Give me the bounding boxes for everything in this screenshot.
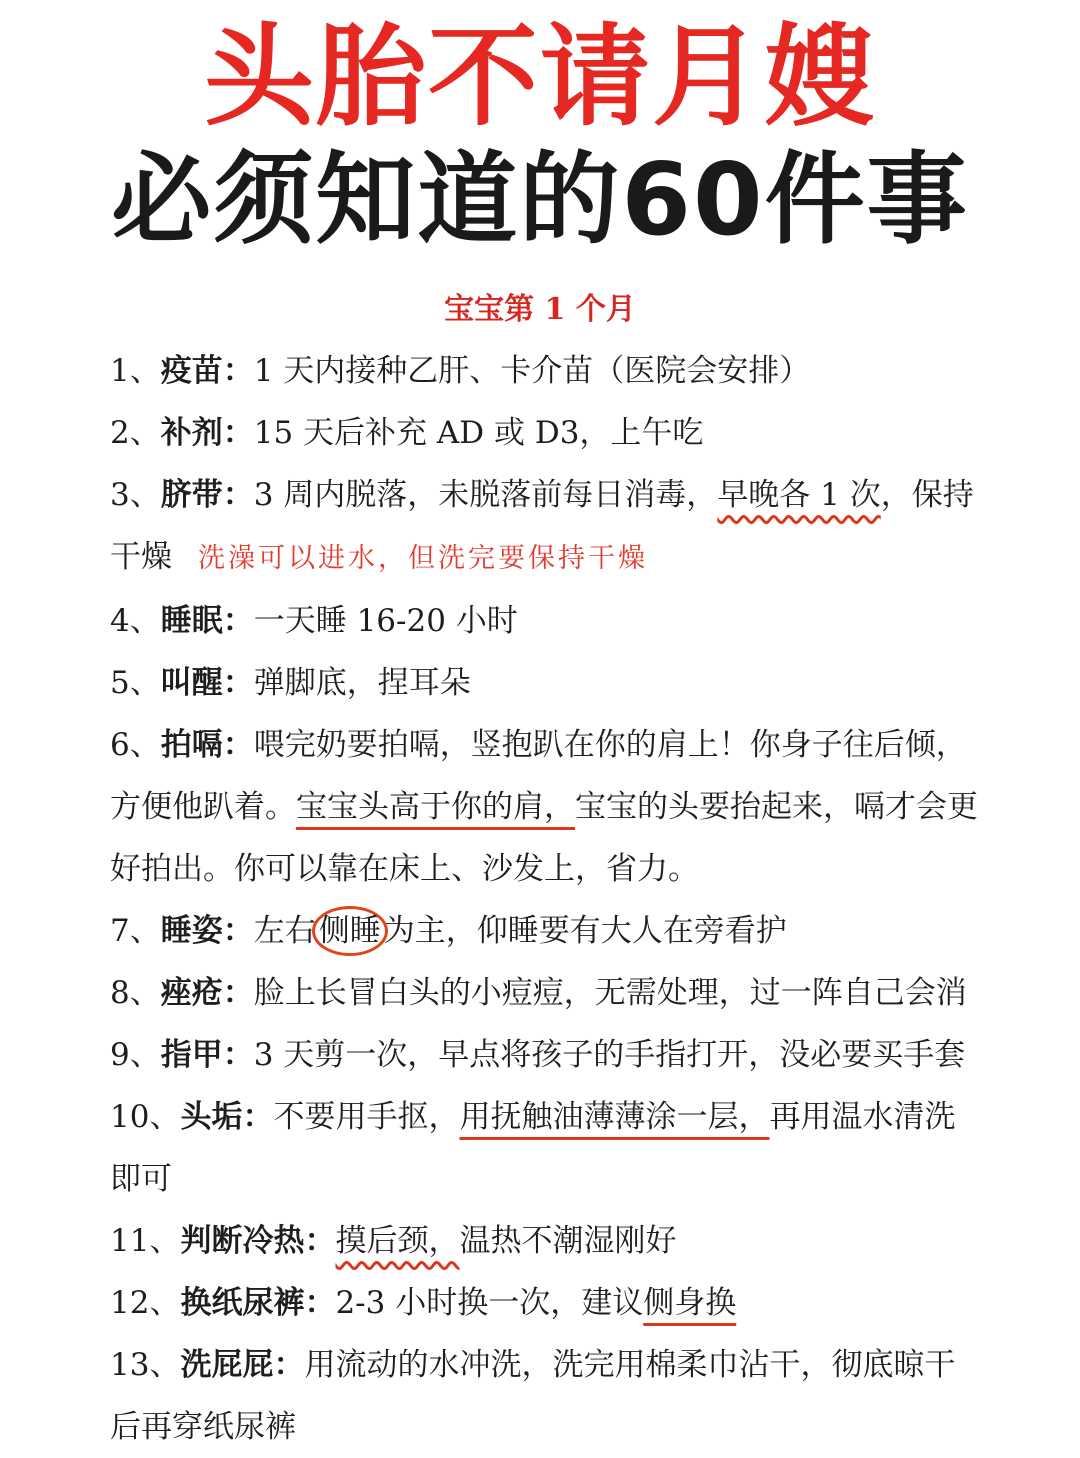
list-item-6 bbox=[110, 714, 980, 900]
item-label: 换纸尿裤： bbox=[180, 1285, 336, 1321]
item-text: 弹脚底，捏耳朵 bbox=[253, 665, 471, 701]
list-item-8 bbox=[110, 962, 980, 1024]
item-number: 13、 bbox=[110, 1347, 181, 1383]
item-text: 3 周内脱落，未脱落前每日消毒， bbox=[253, 477, 718, 513]
list-item-10 bbox=[110, 1086, 980, 1210]
list-item-1 bbox=[110, 340, 980, 402]
item-label: 补剂： bbox=[160, 415, 254, 451]
item-number: 2、 bbox=[110, 415, 161, 451]
list-item-13 bbox=[110, 1334, 980, 1458]
item-text: 15 天后补充 AD 或 D3，上午吃 bbox=[253, 415, 704, 451]
item-number: 6、 bbox=[110, 727, 161, 763]
highlighted-text: 侧身换 bbox=[643, 1285, 737, 1321]
section-subtitle: 宝宝第 1 个月 bbox=[444, 292, 636, 327]
item-text: 温热不潮湿刚好 bbox=[459, 1223, 677, 1259]
list-item-9 bbox=[110, 1024, 980, 1086]
circled-text: 侧睡 bbox=[312, 906, 388, 956]
item-text: 2-3 小时换一次，建议 bbox=[335, 1285, 644, 1321]
item-label: 判断冷热： bbox=[180, 1223, 336, 1259]
item-label: 拍嗝： bbox=[160, 727, 254, 763]
list-item-2 bbox=[110, 402, 980, 464]
item-text: 脸上长冒白头的小痘痘，无需处理，过一阵自己会消 bbox=[253, 975, 967, 1011]
highlighted-text: 用抚触油薄薄涂一层， bbox=[459, 1099, 770, 1135]
item-number: 11、 bbox=[110, 1223, 181, 1259]
item-number: 9、 bbox=[110, 1037, 161, 1073]
list-item-7 bbox=[110, 900, 980, 962]
item-number: 4、 bbox=[110, 603, 161, 639]
item-number: 1、 bbox=[110, 353, 161, 389]
item-text: 喂完奶要拍嗝，竖抱趴在你的肩上！你身子往后倾，方便他趴着。 bbox=[110, 727, 967, 825]
handwritten-note: 洗澡可以进水，但洗完要保持干燥 bbox=[198, 543, 648, 574]
list-item-12 bbox=[110, 1272, 980, 1334]
item-label: 睡姿： bbox=[160, 913, 254, 949]
item-label: 指甲： bbox=[160, 1037, 254, 1073]
item-label: 叫醒： bbox=[160, 665, 254, 701]
title-line-2: 必须知道的60件事 bbox=[111, 141, 969, 258]
list-item-11 bbox=[110, 1210, 980, 1272]
item-text: 再用温水清洗即可 bbox=[110, 1099, 956, 1197]
item-label: 头垢： bbox=[180, 1099, 274, 1135]
item-label: 脐带： bbox=[160, 477, 254, 513]
item-number: 10、 bbox=[110, 1099, 181, 1135]
item-text: 3 天剪一次，早点将孩子的手指打开，没必要买手套 bbox=[253, 1037, 966, 1073]
highlighted-text: 宝宝头高于你的肩， bbox=[296, 789, 575, 825]
list-item-4 bbox=[110, 590, 980, 652]
item-number: 5、 bbox=[110, 665, 161, 701]
item-text: 不要用手抠， bbox=[273, 1099, 460, 1135]
item-text: ，保持干燥 bbox=[110, 477, 974, 575]
item-text: 一天睡 16-20 小时 bbox=[253, 603, 518, 639]
item-text: 用流动的水冲洗，洗完用棉柔巾沾干，彻底晾干后再穿纸尿裤 bbox=[110, 1347, 956, 1445]
item-text: 左右 bbox=[253, 913, 316, 949]
item-text: 为主，仰睡要有大人在旁看护 bbox=[383, 913, 787, 949]
item-number: 8、 bbox=[110, 975, 161, 1011]
highlighted-text: 摸后颈， bbox=[335, 1223, 460, 1259]
item-text: 宝宝的头要抬起来，嗝才会更好拍出。你可以靠在床上、沙发上，省力。 bbox=[110, 789, 978, 887]
item-text: 1 天内接种乙肝、卡介苗（医院会安排） bbox=[253, 353, 811, 389]
item-label: 疫苗： bbox=[160, 353, 254, 389]
item-number: 3、 bbox=[110, 477, 161, 513]
list-item-5 bbox=[110, 652, 980, 714]
item-number: 7、 bbox=[110, 913, 161, 949]
title-line-1: 头胎不请月嫂 bbox=[204, 13, 876, 141]
tips-list bbox=[110, 340, 980, 1458]
item-label: 痤疮： bbox=[160, 975, 254, 1011]
item-number: 12、 bbox=[110, 1285, 181, 1321]
item-label: 洗屁屁： bbox=[180, 1347, 305, 1383]
list-item-3 bbox=[110, 464, 980, 590]
highlighted-text: 早晚各 1 次 bbox=[717, 477, 881, 513]
item-label: 睡眠： bbox=[160, 603, 254, 639]
